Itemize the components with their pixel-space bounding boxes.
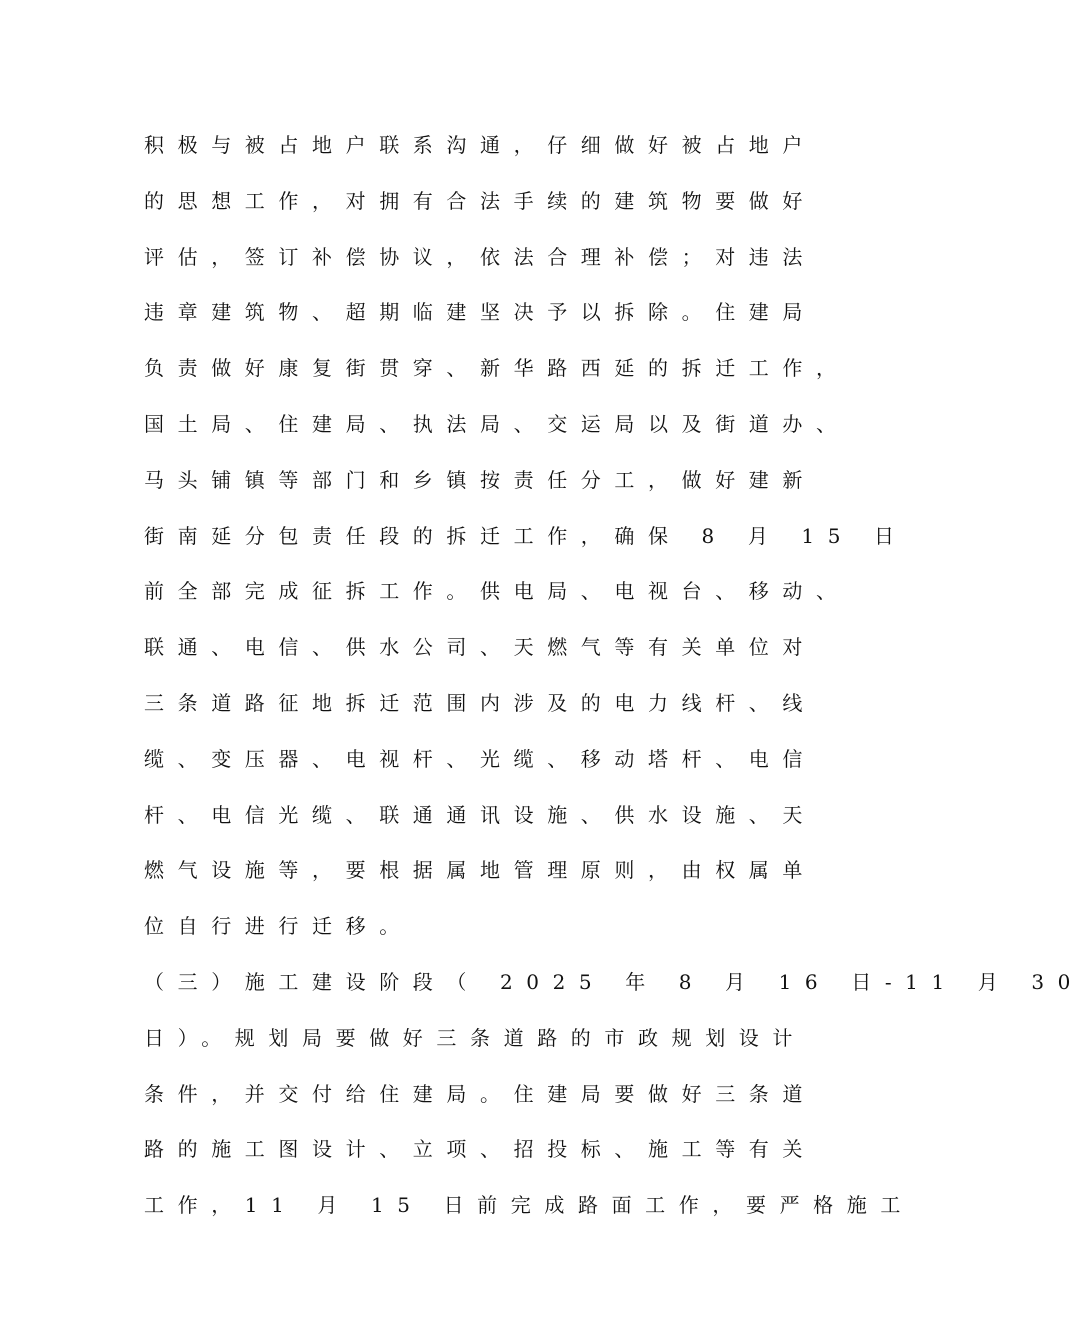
text-line-7: 马头铺镇等部门和乡镇按责任分工，做好建新: [144, 467, 816, 492]
text-line-5: 负责做好康复街贯穿、新华路西延的拆迁工作，: [144, 356, 850, 381]
document-body: [144, 128, 1084, 1244]
text-line-14: 燃气设施等，要根据属地管理原则，由权属单: [144, 858, 816, 883]
text-line-3: 评估，签订补偿协议，依法合理补偿；对违法: [144, 244, 816, 269]
text-line-10: 联通、电信、供水公司、天燃气等有关单位对: [144, 635, 816, 660]
text-line-11: 三条道路征地拆迁范围内涉及的电力线杆、线: [144, 690, 816, 715]
text-line-13: 杆、电信光缆、联通通讯设施、供水设施、天: [144, 802, 816, 827]
text-line-1: 积极与被占地户联系沟通，仔细做好被占地户: [144, 133, 816, 157]
text-line-2: 的思想工作，对拥有合法手续的建筑物要做好: [144, 188, 816, 213]
text-line-19: 路的施工图设计、立项、招投标、施工等有关: [144, 1137, 816, 1162]
text-line-9: 前全部完成征拆工作。供电局、电视台、移动、: [144, 579, 850, 604]
text-line-15: 位自行进行迁移。: [144, 914, 413, 939]
text-line-12: 缆、变压器、电视杆、光缆、移动塔杆、电信: [144, 746, 816, 771]
text-line-6: 国土局、住建局、执法局、交运局以及街道办、: [144, 411, 850, 436]
text-line-16: （三）施工建设阶段（ 2025 年 8 月 16 日-11 月 30: [144, 969, 1084, 994]
text-line-4: 违章建筑物、超期临建坚决予以拆除。住建局: [144, 300, 816, 325]
text-line-8: 街南延分包责任段的拆迁工作，确保 8 月 15 日: [144, 523, 908, 548]
text-line-20: 工作，11 月 15 日前完成路面工作，要严格施工: [144, 1193, 914, 1218]
text-line-17: 日）。规划局要做好三条道路的市政规划设计: [144, 1025, 806, 1050]
text-line-18: 条件，并交付给住建局。住建局要做好三条道: [144, 1081, 816, 1106]
